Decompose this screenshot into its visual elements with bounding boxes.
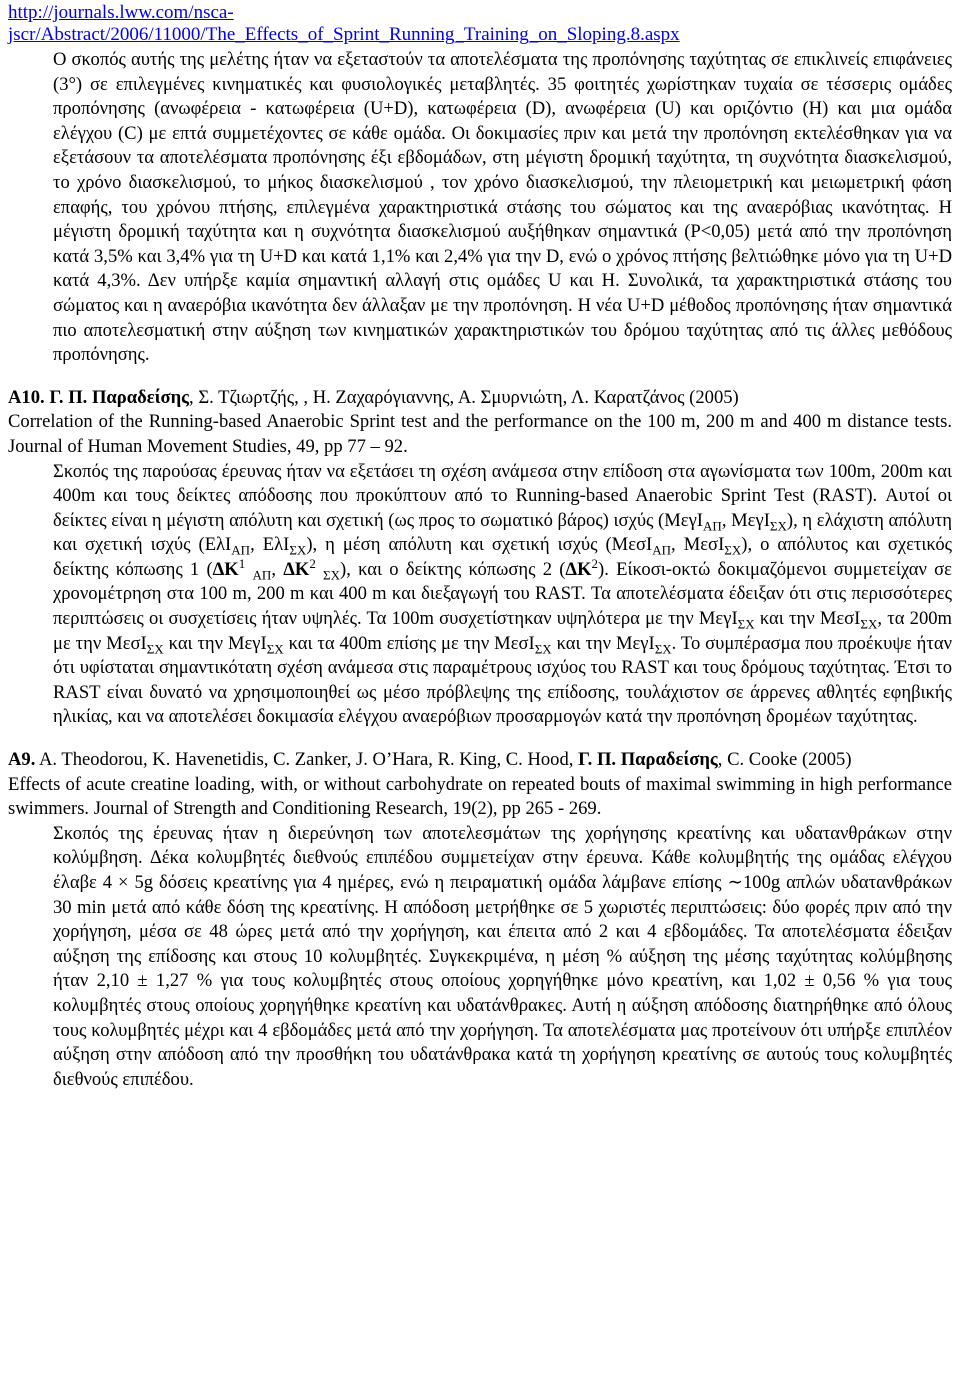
document-page — [8, 0, 952, 1092]
reference-a10-authors: , Σ. Τζιωρτζής, , Η. Ζαχαρόγιαννης, Α. Σμυρνιώτη, Λ. Καρατζάνος (2005) — [189, 386, 739, 408]
url-line-2[interactable]: jscr/Abstract/2006/11000/The_Effects_of_Sprint_Running_Training_on_Sloping.8.aspx — [8, 24, 680, 45]
reference-a9-authors-end: , C. Cooke (2005) — [717, 749, 852, 771]
reference-a9-abstract: Σκοπός της έρευνας ήταν η διερεύνηση των αποτελεσμάτων της χορήγησης κρεατίνης και υδατανθράκων στην κολύμβηση. Δέκα κολυμβητές διεθνούς επιπέδου συμμετείχαν στην έρευνα. Κάθε κολυμβητής της ομάδας ελέγχου έλαβε 4 × 5g δόσεις κρεατίνης για 4 ημέρες, ενώ η πειραματική ομάδα λάμβανε επίσης ∼100g απλών υδατανθράκων 30 min μετά από κάθε δόση της κρεατίνης. Η απόδοση μετρήθηκε σε 5 χωριστές περιπτώσεις: δύο φορές πριν από την χορήγηση, μέσα σε 48 ώρες μετά από την χορήγηση, και έπειτα από 2 και 4 εβδομάδες. Τα αποτελέσματα έδειξαν αύξηση της επίδοσης και στους 10 κολυμβητές. Συγκεκριμένα, η μέση % αύξηση της μέσης ταχύτητας κολύμβησης ήταν 2,10 ± 1,27 % για τους κολυμβητές στους οποίους χορηγήθηκε μόνο κρεατίνη, και 1,02 ± 0,56 % για τους κολυμβητές στους οποίους χορηγήθηκε κρεατίνη και υδατάνθρακες. Αυτή η αύξηση απόδοσης διατηρήθηκε από όλους τους κολυμβητές μέχρι και 4 εβδομάδες μετά από την χορήγηση. Τα αποτελέσματα μας προτείνουν ότι υπήρξε επιπλέον αύξηση στην απόδοση από την προσθήκη του υδατάνθρακα κατά τη χορήγηση κρεατίνης σε αυτούς τους κολυμβητές διεθνούς επιπέδου. — [53, 822, 952, 1090]
abstract-sprint-training: Ο σκοπός αυτής της μελέτης ήταν να εξεταστούν τα αποτελέσματα της προπόνησης ταχύτητας σε επικλινείς επιφάνειες (3°) σε επιλεγμένες κινηματικές και φυσιολογικές μεταβλητές. 35 φοιτητές χωρίστηκαν τυχαία σε τέσσερις ομάδες προπόνησης (ανωφέρεια - κατωφέρεια (U+D), κατωφέρεια (D), ανωφέρεια (U) και οριζόντιο (H) και μια ομάδα ελέγχου (C) με επτά συμμετέχοντες σε κάθε ομάδα. Οι δοκιμασίες πριν και μετά την προπόνηση εκτελέσθηκαν για να εξετάσουν τα αποτελέσματα προπόνησης έξι εβδομάδων, στη μέγιστη δρομική ταχύτητα, τη συχνότητα διασκελισμού, το χρόνο διασκελισμού, το μήκος διασκελισμού , τον χρόνο διασκελισμού, την πλειομετρική και μειωμετρική φάση επαφής, του χρόνου πτήσης, επιλεγμένα χαρακτηριστικά στάσης του σώματος και της αναερόβιας ικανότητας. Η μέγιστη δρομική ταχύτητα και η συχνότητα διασκελισμού αυξήθηκαν σημαντικά (P<0,05) μετά από την προπόνηση κατά 3,5% και 3,4% για τη U+D και κατά 1,1% και 2,4% για την D, ενώ ο χρόνος πτήσης βελτιώθηκε μόνο για τη U+D κατά 4,3%. Δεν υπήρξε καμία σημαντική αλλαγή στις ομάδες U και H. Συνολικά, τα χαρακτηριστικά στάσης του σώματος και η αναερόβια ικανότητα δεν άλλαξαν με την προπόνηση. Η νέα U+D μέθοδος προπόνησης ήταν σημαντικά πιο αποτελεσματική στην αύξηση των κινηματικών χαρακτηριστικών του δρόμου ταχύτητας από τις άλλες μεθόδους προπόνησης. — [53, 49, 952, 366]
reference-a10-id: A10. — [8, 386, 45, 408]
reference-a9-title: Effects of acute creatine loading, with, or without carbohydrate on repeated bouts of maximal swimming in high performance swimmers. Journal of Strength and Conditioning Research, 19(2), pp 265 - 269. — [8, 773, 952, 820]
reference-a9-bold-author: Γ. Π. Παραδείσης — [578, 749, 718, 771]
reference-a9-id: A9. — [8, 749, 36, 771]
reference-a9-authors: A. Theodorou, K. Havenetidis, C. Zanker, J. O’Hara, R. King, C. Hood, — [35, 749, 579, 771]
source-url-link[interactable] — [8, 2, 952, 46]
reference-a9-citation — [8, 748, 952, 773]
reference-a9 — [8, 748, 952, 1092]
reference-a10 — [8, 386, 952, 730]
url-line-1[interactable]: http://journals.lww.com/nsca- — [8, 2, 234, 23]
reference-a10-abstract: Σκοπός της παρούσας έρευνας ήταν να εξετάσει τη σχέση ανάμεσα στην επίδοση στα αγωνίσματα των 100m, 200m και 400m και τους δείκτες απόδοσης που προκύπτουν από το Running-based Anaerobic Sprint Test (RAST). Αυτοί οι δείκτες είναι η μέγιστη απόλυτη και σχετική (ως προς το σωματικό βάρος) ισχύς (ΜεγΙ$_{A\Pi}$, ΜεγΙ$_{\Sigma X}$), η ελάχιστη απόλυτη και σχετική ισχύς (ΕλΙ$_{A\Pi}$, ΕλΙ$_{\Sigma X}$), η μέση απόλυτη και σχετική ισχύς (ΜεσΙ$_{A\Pi}$, ΜεσΙ$_{\Sigma X}$), ο απόλυτος και σχετικός δείκτης κόπωσης 1 ($\Delta K^1$ $_{A\Pi}$, $\Delta K^2$ $_{\Sigma X}$), και ο δείκτης κόπωσης 2 $(\Delta K^2)$. Είκοσι-οκτώ δοκιμαζόμενοι συμμετείχαν σε χρονομέτρηση στα 100 m, 200 m και 400 m και διεξαγωγή του RAST. Τα αποτελέσματα έδειξαν ότι στις περισσότερες περιπτώσεις οι συσχετίσεις ήταν υψηλές. Τα 100m συσχετίστηκαν υψηλότερα με την ΜεγΙ$_{\Sigma X}$ και την ΜεσΙ$_{\Sigma X}$, τα 200m με την ΜεσΙ$_{\Sigma X}$ και την ΜεγΙ$_{\Sigma X}$ και τα 400m επίσης με την ΜεσΙ$_{\Sigma X}$ και την ΜεγΙ$_{\Sigma X}$. Το συμπέρασμα που προέκυψε ήταν ότι υφίσταται σημαντικότατη σχέση ανάμεσα στις παραμέτρους ισχύος του RAST και τους δρόμους ταχύτητας. Έτσι το RAST είναι δυνατό να χρησιμοποιηθεί ως μέσο πρόβλεψης της επίδοσης, τουλάχιστον σε άρρενες αθλητές εφηβικής ηλικίας, και να αποτελέσει δοκιμασία ελέγχου αναερόβιων προσαρμογών κατά την προπόνηση δρομέων ταχύτητας. — [53, 460, 953, 728]
reference-a10-title: Correlation of the Running-based Anaerobic Sprint test and the performance on the 100 m, 200 m and 400 m distance tests. Journal of Human Movement Studies, 49, pp 77 – 92. — [8, 411, 952, 457]
reference-a10-bold-author: Γ. Π. Παραδείσης — [49, 386, 190, 408]
reference-a10-citation — [8, 386, 952, 411]
